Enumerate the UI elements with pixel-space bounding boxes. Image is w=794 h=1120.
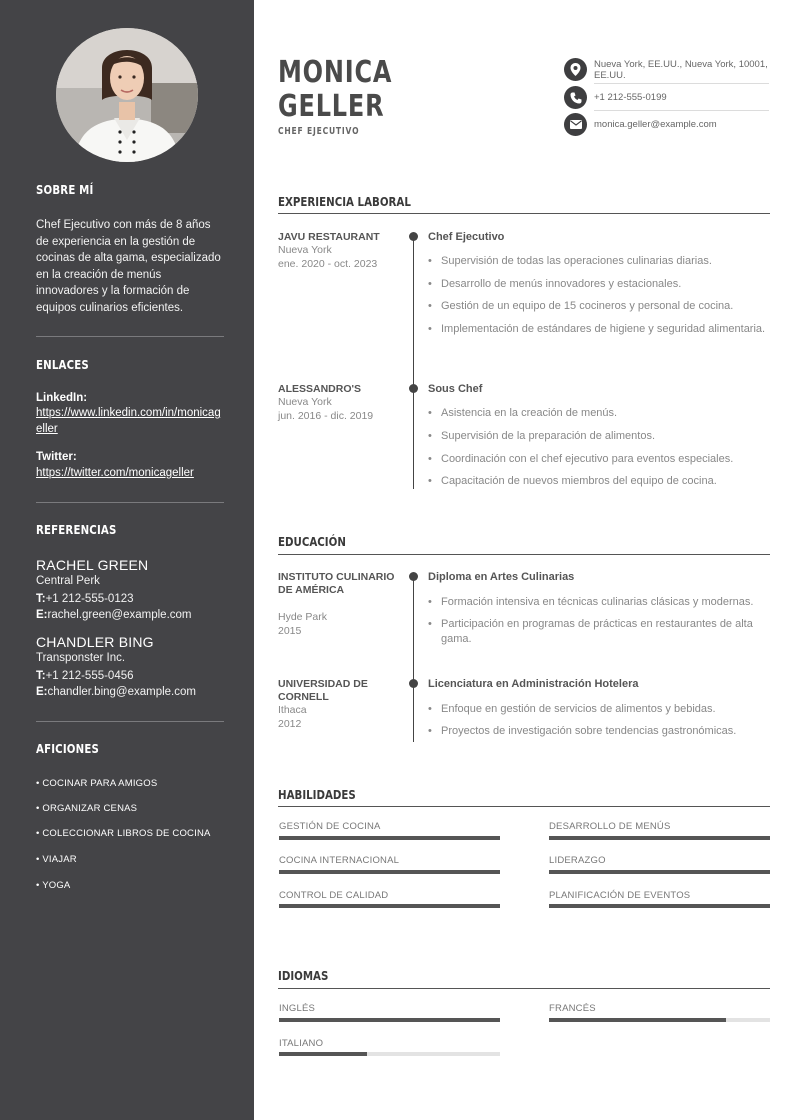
experience-bullet: • Gestión de un equipo de 15 cocineros y personal de cocina.: [428, 299, 773, 314]
section-rule: [278, 806, 770, 807]
language-bar-fill: [549, 1018, 726, 1022]
about-heading: SOBRE MÍ: [36, 183, 94, 197]
education-dates: 2012: [278, 718, 302, 730]
email-label: E:: [36, 609, 48, 621]
location-pin-icon: [564, 58, 587, 81]
timeline-dot: [409, 679, 418, 688]
skill-bar-fill: [279, 904, 500, 908]
about-text: Chef Ejecutivo con más de 8 años de experiencia en la gestión de cocinas de alta gama, especializado en la creación de menús innovadores y la formación de equipos culinarios eficientes.: [36, 219, 221, 314]
divider: [36, 721, 224, 722]
reference-email: [36, 686, 196, 698]
contact-phone: +1 212-555-0199: [594, 92, 667, 103]
timeline-dot: [409, 572, 418, 581]
profile-photo: [56, 28, 198, 162]
education-org: INSTITUTO CULINARIO DE AMÉRICA: [278, 571, 395, 596]
section-rule: [278, 554, 770, 555]
phone-label: T:: [36, 670, 46, 682]
skill-bar: [279, 904, 500, 908]
skill-label: CONTROL DE CALIDAD: [279, 890, 389, 901]
experience-bullet: • Desarrollo de menús innovadores y estacionales.: [428, 277, 773, 292]
sidebar: [0, 0, 254, 1120]
divider: [594, 83, 769, 84]
divider: [36, 502, 224, 503]
skill-bar-fill: [279, 870, 500, 874]
phone-label: T:: [36, 593, 46, 605]
reference-phone-value: +1 212-555-0456: [45, 670, 134, 682]
skill-bar: [549, 836, 770, 840]
education-heading: EDUCACIÓN: [278, 534, 346, 549]
section-rule: [278, 988, 770, 989]
reference-email-value: rachel.green@example.com: [47, 609, 192, 621]
hobby-item: • COLECCIONAR LIBROS DE COCINA: [36, 828, 211, 839]
education-location: Ithaca: [278, 704, 307, 716]
education-bullet: • Proyectos de investigación sobre tendencias gastronómicas.: [428, 724, 773, 739]
skill-bar-fill: [549, 870, 770, 874]
education-degree: Licenciatura en Administración Hotelera: [428, 678, 639, 690]
skills-heading: HABILIDADES: [278, 787, 356, 802]
experience-bullet: • Implementación de estándares de higiene y seguridad alimentaria.: [428, 322, 773, 337]
skill-bar: [279, 836, 500, 840]
experience-bullet: • Asistencia en la creación de menús.: [428, 406, 773, 421]
hobby-item: • ORGANIZAR CENAS: [36, 803, 138, 814]
divider: [594, 110, 769, 111]
education-degree: Diploma en Artes Culinarias: [428, 571, 575, 583]
linkedin-link[interactable]: https://www.linkedin.com/in/monicageller: [36, 407, 221, 435]
experience-org: ALESSANDRO'S: [278, 383, 362, 395]
reference-name: CHANDLER BING: [36, 634, 154, 650]
education-org: UNIVERSIDAD DE CORNELL: [278, 678, 368, 703]
reference-company: Central Perk: [36, 575, 100, 587]
education-location: Hyde Park: [278, 611, 328, 623]
language-label: INGLÉS: [279, 1003, 316, 1014]
skill-bar: [549, 870, 770, 874]
language-bar: [279, 1052, 500, 1056]
twitter-link[interactable]: https://twitter.com/monicageller: [36, 467, 194, 479]
education-timeline: [413, 576, 414, 742]
hobby-item: • YOGA: [36, 880, 71, 891]
references-heading: REFERENCIAS: [36, 523, 117, 537]
last-name: GELLER: [278, 89, 385, 124]
skill-label: LIDERAZGO: [549, 855, 606, 866]
skill-label: PLANIFICACIÓN DE EVENTOS: [549, 890, 691, 901]
education-dates: 2015: [278, 625, 302, 637]
timeline-dot: [409, 232, 418, 241]
reference-phone-value: +1 212-555-0123: [45, 593, 134, 605]
job-title: CHEF EJECUTIVO: [278, 126, 360, 137]
reference-company: Transponster Inc.: [36, 652, 126, 664]
skill-label: COCINA INTERNACIONAL: [279, 855, 400, 866]
experience-org: JAVU RESTAURANT: [278, 231, 380, 243]
experience-location: Nueva York: [278, 396, 332, 408]
mail-icon: [564, 113, 587, 136]
experience-bullet: • Supervisión de todas las operaciones culinarias diarias.: [428, 254, 773, 269]
divider: [36, 336, 224, 337]
language-bar: [549, 1018, 770, 1022]
timeline-dot: [409, 384, 418, 393]
reference-email: [36, 609, 192, 621]
reference-phone: [36, 670, 134, 682]
experience-location: Nueva York: [278, 244, 332, 256]
skill-label: DESARROLLO DE MENÚS: [549, 821, 671, 832]
hobby-item: • COCINAR PARA AMIGOS: [36, 778, 158, 789]
education-bullet: • Participación en programas de prácticas en restaurantes de alta gama.: [428, 617, 773, 647]
contact-address: Nueva York, EE.UU., Nueva York, 10001, EE.UU.: [594, 59, 768, 81]
language-label: ITALIANO: [279, 1038, 324, 1049]
skill-bar-fill: [549, 904, 770, 908]
skill-bar-fill: [549, 836, 770, 840]
experience-bullet: • Coordinación con el chef ejecutivo para eventos especiales.: [428, 452, 773, 467]
skill-bar: [549, 904, 770, 908]
language-label: FRANCÉS: [549, 1003, 596, 1014]
skill-bar: [279, 870, 500, 874]
twitter-label: Twitter:: [36, 451, 77, 463]
experience-dates: jun. 2016 - dic. 2019: [278, 410, 374, 422]
first-name: MONICA: [278, 55, 393, 90]
education-bullet: • Enfoque en gestión de servicios de alimentos y bebidas.: [428, 702, 773, 717]
skill-bar-fill: [279, 836, 500, 840]
links-heading: ENLACES: [36, 358, 89, 372]
languages-heading: IDIOMAS: [278, 968, 329, 983]
experience-role: Sous Chef: [428, 383, 483, 395]
email-label: E:: [36, 686, 48, 698]
experience-bullet: • Capacitación de nuevos miembros del equipo de cocina.: [428, 474, 773, 489]
experience-dates: ene. 2020 - oct. 2023: [278, 258, 378, 270]
language-bar: [279, 1018, 500, 1022]
reference-phone: [36, 593, 134, 605]
education-bullet: • Formación intensiva en técnicas culinarias clásicas y modernas.: [428, 595, 773, 610]
reference-name: RACHEL GREEN: [36, 557, 149, 573]
experience-timeline: [413, 236, 414, 489]
contact-email[interactable]: monica.geller@example.com: [594, 119, 717, 130]
phone-icon: [564, 86, 587, 109]
experience-bullet: • Supervisión de la preparación de alimentos.: [428, 429, 773, 444]
section-rule: [278, 213, 770, 214]
reference-email-value: chandler.bing@example.com: [47, 686, 196, 698]
language-bar-fill: [279, 1018, 500, 1022]
skill-label: GESTIÓN DE COCINA: [279, 821, 381, 832]
language-bar-fill: [279, 1052, 367, 1056]
hobbies-heading: AFICIONES: [36, 742, 99, 756]
hobby-item: • VIAJAR: [36, 854, 77, 865]
experience-role: Chef Ejecutivo: [428, 231, 505, 243]
experience-heading: EXPERIENCIA LABORAL: [278, 194, 411, 209]
linkedin-label: LinkedIn:: [36, 392, 88, 404]
